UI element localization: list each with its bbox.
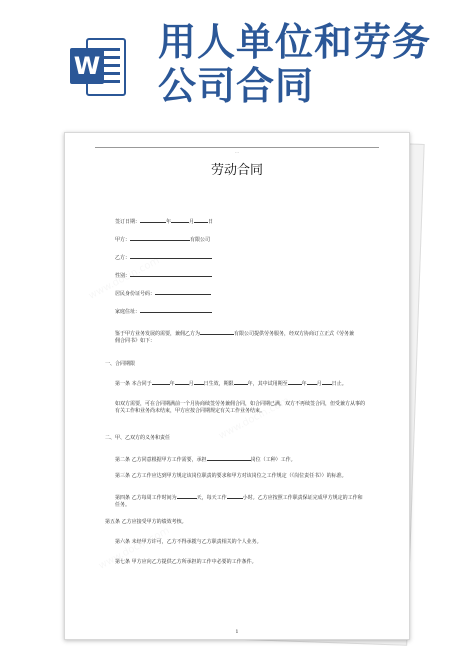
- sign-date-label: 签订日期：: [115, 219, 141, 225]
- article-7: 第七条 甲方应向乙方提供乙方所承担的工作中必要的工作条件。: [115, 559, 257, 565]
- gender-line: 性别：: [115, 271, 212, 280]
- article-2: 第二条 乙方同意根据甲方工作需要，承担 岗位（工种）工作。: [115, 457, 296, 463]
- page-title: 用人单位和劳务公司合同: [158, 20, 432, 108]
- extension-paragraph: 如双方需要，可在合同期满前一个月协商续签劳务兼佣合同，如合同期已满，双方不再续签合同，但受兼方从事的有关工作和业务尚未结束，甲方应按合同期规定有关工作业务结束。: [115, 401, 366, 414]
- article-6: 第六条 未经甲方许可，乙方不得承揽与乙方职责相关的个人业务。: [115, 539, 262, 545]
- article-5: 第五条 乙方应接受甲方的绩效考核。: [105, 519, 187, 525]
- party-b-line: 乙方：: [115, 253, 212, 262]
- id-number-line: 居民身份证号码：: [115, 289, 211, 298]
- article-1: 第一条 本合同于 年 月 日生效，期限 年，其中试用期至 年 月 日止。: [115, 381, 347, 387]
- preamble-paragraph: 鉴于甲方业务发展的需要，兼佣乙方为 有限公司提供劳务服务，经双方协商订立正式《劳务兼佣合同书》如下：: [115, 331, 355, 344]
- header-banner: [0, 0, 474, 130]
- header-rule: [95, 147, 379, 148]
- address-line: 家庭住址：: [115, 307, 212, 316]
- page-number: 1: [235, 629, 239, 635]
- document-page[interactable]: [64, 132, 410, 640]
- word-icon-letter: W: [70, 48, 104, 84]
- sign-date-line: 签订日期： 年 月 日: [115, 219, 214, 225]
- article-4: 第四条 乙方每周工作时间为 天，每天工作 小时。乙方应按照工作职责保证完成甲方规定的工作和任务。: [115, 495, 363, 508]
- document-title: 劳动合同: [210, 163, 263, 178]
- word-icon: [70, 34, 128, 100]
- article-3: 第三条 乙方工作应达到甲方规定该岗位职责的要求和甲方对该岗位之工作规定（《岗位责任书》）的标准。: [115, 473, 347, 479]
- section-heading: 二、甲、乙双方的义务和责任: [105, 435, 171, 441]
- header-note: ...: [235, 149, 239, 154]
- section-heading: 一、合同期限: [105, 361, 136, 367]
- party-a-line: 甲方： 有限公司: [115, 237, 211, 243]
